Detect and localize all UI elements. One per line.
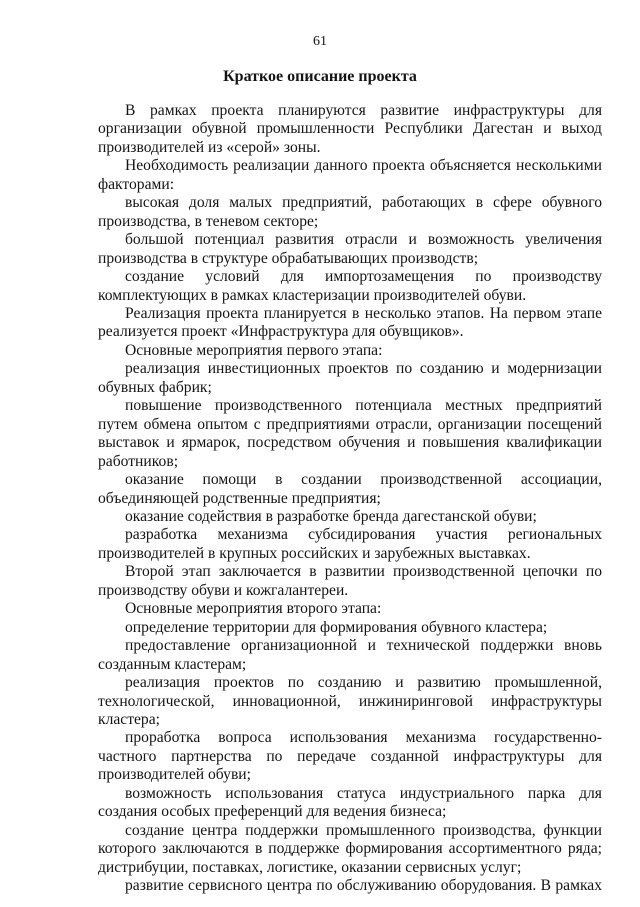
document-title: Краткое описание проекта: [223, 68, 417, 85]
paragraph: оказание помощи в создании производственной ассоциации, объединяющей родственные предприятия;: [98, 471, 602, 507]
paragraph: оказание содействия в разработке бренда дагестанской обуви;: [125, 507, 537, 525]
page-number: 61: [313, 34, 327, 49]
paragraph: предоставление организационной и технической поддержки вновь созданным кластерам;: [98, 637, 602, 673]
paragraph: Второй этап заключается в развитии производственной цепочки по производству обуви и кожгалантереи.: [98, 563, 602, 599]
paragraph: реализация инвестиционных проектов по созданию и модернизации обувных фабрик;: [98, 360, 602, 396]
paragraph: разработка механизма субсидирования участия региональных производителей в крупных российских и зарубежных выставках.: [98, 526, 602, 562]
paragraph: создание центра поддержки промышленного производства, функции которого заключаются в поддержке формирования ассортиментного ряда; дистрибуции, поставках, логистике, оказании сервисных услуг;: [98, 821, 602, 876]
paragraph: Основные мероприятия второго этапа:: [125, 600, 382, 618]
paragraph: Основные мероприятия первого этапа:: [125, 341, 383, 359]
paragraph: Реализация проекта планируется в несколько этапов. На первом этапе реализуется проект «Инфраструктура для обувщиков».: [98, 304, 602, 341]
paragraph: проработка вопроса использования механизма государственно-частного партнерства по передаче созданной инфраструктуры для производителей обуви;: [98, 729, 602, 784]
paragraph: развитие сервисного центра по обслуживанию оборудования. В рамках: [125, 877, 602, 895]
paragraph: В рамках проекта планируются развитие инфраструктуры для организации обувной промышленности Республики Дагестан и выход производителей из «серой» зоны.: [98, 102, 602, 156]
paragraph: высокая доля малых предприятий, работающих в сфере обувного производства, в теневом секторе;: [98, 194, 602, 230]
paragraph: Необходимость реализации данного проекта объясняется несколькими факторами:: [98, 157, 602, 193]
paragraph: определение территории для формирования обувного кластера;: [125, 618, 548, 636]
paragraph: повышение производственного потенциала местных предприятий путем обмена опытом с предприятиями отрасли, организации посещений выставок и ярмарок, посредством обучения и повышения квалификации работников;: [98, 397, 602, 470]
document-body: [98, 102, 602, 895]
paragraph: большой потенциал развития отрасли и возможность увеличения производства в структуре обрабатывающих производств;: [98, 231, 602, 267]
paragraph: возможность использования статуса индустриального парка для создания особых преференций для ведения бизнеса;: [98, 784, 602, 821]
paragraph: создание условий для импортозамещения по производству комплектующих в рамках кластеризации производителей обуви.: [98, 268, 602, 304]
paragraph: реализация проектов по созданию и развитию промышленной, технологической, инновационной, инжиниринговой инфраструктуры кластера;: [98, 674, 602, 728]
